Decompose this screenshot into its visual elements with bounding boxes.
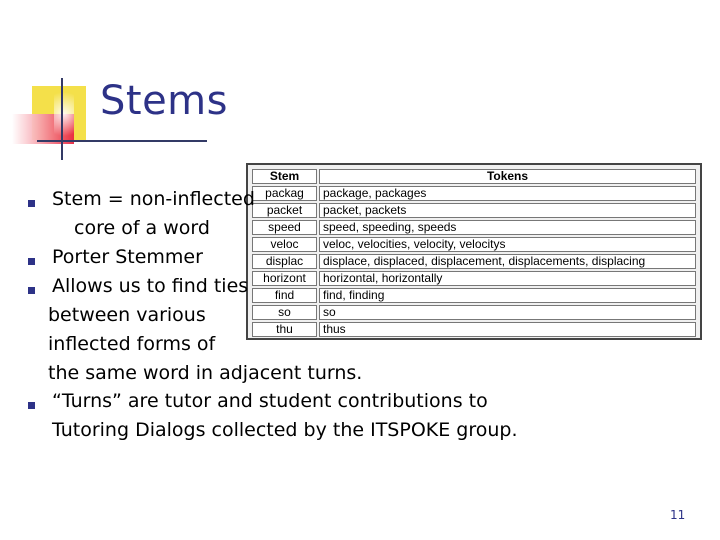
tokens-cell: thus: [319, 322, 696, 337]
header-stem: Stem: [252, 169, 317, 184]
tokens-cell: find, finding: [319, 288, 696, 303]
tokens-cell: package, packages: [319, 186, 696, 201]
title-decoration-horizontal-line: [37, 140, 207, 142]
bullet-square-icon: [28, 200, 35, 207]
bullet-text: “Turns” are tutor and student contributions to: [52, 390, 488, 412]
stem-cell: speed: [252, 220, 317, 235]
stem-cell: thu: [252, 322, 317, 337]
table-row: [252, 271, 696, 286]
title-decoration-glow: [54, 84, 74, 144]
bullet-text: between various: [48, 304, 206, 326]
bullet-text: core of a word: [74, 217, 210, 239]
table-row: [252, 305, 696, 320]
tokens-cell: displace, displaced, displacement, displacements, displacing: [319, 254, 696, 269]
tokens-cell: speed, speeding, speeds: [319, 220, 696, 235]
bullet-square-icon: [28, 258, 35, 265]
table-row: [252, 203, 696, 218]
table-row: [252, 220, 696, 235]
stems-table: [246, 163, 702, 340]
table-row: [252, 322, 696, 337]
bullet-square-icon: [28, 287, 35, 294]
stem-cell: displac: [252, 254, 317, 269]
table-row: [252, 237, 696, 252]
table-row: [252, 254, 696, 269]
page-number: 11: [670, 508, 686, 522]
table-row: [252, 186, 696, 201]
tokens-cell: veloc, velocities, velocity, velocitys: [319, 237, 696, 252]
stem-cell: veloc: [252, 237, 317, 252]
bullet-text: Porter Stemmer: [52, 246, 203, 268]
stem-cell: horizont: [252, 271, 317, 286]
slide-title: Stems: [100, 78, 228, 124]
bullet-text: inflected forms of: [48, 333, 216, 355]
stem-cell: so: [252, 305, 317, 320]
table-header-row: [252, 169, 696, 184]
bullet-square-icon: [28, 402, 35, 409]
table-row: [252, 288, 696, 303]
bullet-text: Allows us to find ties: [52, 275, 249, 297]
stem-cell: packet: [252, 203, 317, 218]
stem-cell: find: [252, 288, 317, 303]
stem-cell: packag: [252, 186, 317, 201]
title-decoration-vertical-line: [61, 78, 63, 160]
tokens-cell: packet, packets: [319, 203, 696, 218]
bullet-text: Tutoring Dialogs collected by the ITSPOKE group.: [52, 419, 518, 441]
tokens-cell: horizontal, horizontally: [319, 271, 696, 286]
header-tokens: Tokens: [319, 169, 696, 184]
tokens-cell: so: [319, 305, 696, 320]
bullet-text: the same word in adjacent turns.: [48, 362, 363, 384]
bullet-text: Stem = non-inflected: [52, 188, 255, 210]
